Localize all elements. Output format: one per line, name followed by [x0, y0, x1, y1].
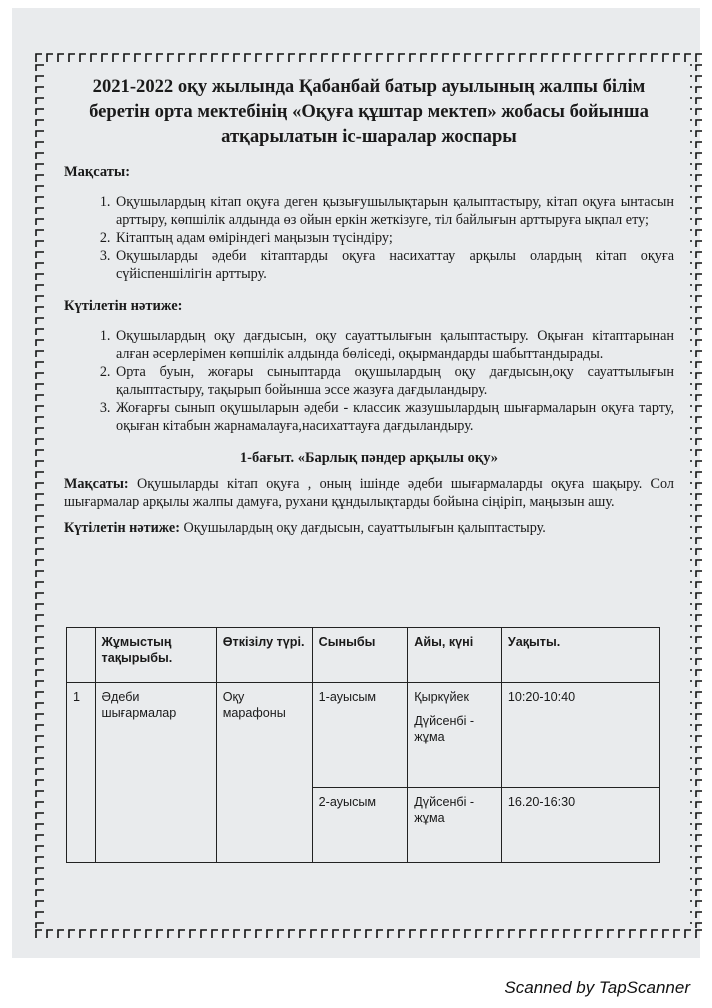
direction-goal-label: Мақсаты:: [64, 476, 129, 492]
goals-label: Мақсаты:: [64, 164, 131, 180]
header-number: [67, 628, 96, 683]
decorative-border: [34, 52, 702, 942]
direction-title: 1-бағыт. «Барлық пәндер арқылы оқу»: [239, 450, 499, 466]
direction-goal-text: Оқушыларды кітап оқуға , оның ішінде әдеби шығармаларды оқуға шақыру. Сол шығармалар арқылы жалпы дамуға, рухани құндылықтарды бойына сіңіріп, маңызын ашу.: [64, 476, 674, 510]
direction-result-text: Оқушылардың оқу дағдысын, сауаттылығын қалыптастыру.: [179, 520, 546, 536]
goals-list: [64, 193, 674, 283]
list-item: 2. Орта буын, жоғары сыныптарда оқушылардың оқу дағдысын,оқу сауаттылығын қалыптастыру, тақырып бойынша эссе жазуға дағдыландыру.: [114, 363, 674, 399]
table-row: [67, 683, 660, 788]
document-content: [64, 74, 674, 825]
list-item: 1. Оқушылардың оқу дағдысын, оқу сауаттылығын қалыптастыру. Оқыған кітаптарынан алған әсерлерімен көпшілік алдында бөліседі, оқырмандарды шабыттандырады.: [114, 327, 674, 363]
document-title: 2021-2022 оқу жылында Қабанбай батыр ауылының жалпы білім беретін орта мектебінің «Оқуға құштар мектеп» жобасы бойынша атқарылатын іс-шаралар жоспары: [89, 76, 649, 147]
cell-shift-1: 1-ауысым: [312, 683, 408, 788]
cell-type: Оқу марафоны: [216, 683, 312, 863]
day-1: Дүйсенбі - жұма: [414, 714, 475, 744]
cell-time-1: 10:20-10:40: [501, 683, 659, 788]
header-topic: Жұмыстың тақырыбы.: [95, 628, 216, 683]
header-time: Уақыты.: [501, 628, 659, 683]
month-1: Қыркүйек: [414, 690, 470, 704]
cell-date-1: [408, 683, 502, 788]
schedule-table: [66, 627, 660, 863]
results-list: [64, 327, 674, 435]
cell-date-2: Дүйсенбі - жұма: [408, 788, 502, 863]
list-item: 3. Оқушыларды әдеби кітаптарды оқуға насихаттау арқылы олардың кітап оқуға сүйіспеншілігін арттыру.: [114, 247, 674, 283]
results-label: Күтілетін нәтиже:: [64, 298, 183, 314]
scanner-watermark: Scanned by TapScanner: [504, 978, 690, 997]
cell-time-2: 16.20-16:30: [501, 788, 659, 863]
header-type: Өткізілу түрі.: [216, 628, 312, 683]
header-class: Сыныбы: [312, 628, 408, 683]
list-item: 1. Оқушылардың кітап оқуға деген қызығушылықтарын қалыптастыру, кітап оқуға ынтасын арттыру, көпшілік алдында өз ойын еркін жеткізуге, тіл байлығын арттыруға ықпал ету;: [114, 193, 674, 229]
cell-topic: Әдеби шығармалар: [95, 683, 216, 863]
scanned-page: [12, 8, 700, 958]
list-item: 2. Кітаптың адам өміріндегі маңызын түсіндіру;: [114, 229, 674, 247]
direction-result-label: Күтілетін нәтиже:: [64, 520, 180, 536]
direction-result: [64, 519, 674, 537]
cell-number: 1: [67, 683, 96, 863]
table-header-row: [67, 628, 660, 683]
header-date: Айы, күні: [408, 628, 502, 683]
cell-shift-2: 2-ауысым: [312, 788, 408, 863]
direction-goal: [64, 475, 674, 511]
list-item: 3. Жоғарғы сынып оқушыларын әдеби - классик жазушылардың шығармаларын оқуға тарту, оқыған кітабын жарнамалауға,насихаттауға дағдыландыру.: [114, 399, 674, 435]
